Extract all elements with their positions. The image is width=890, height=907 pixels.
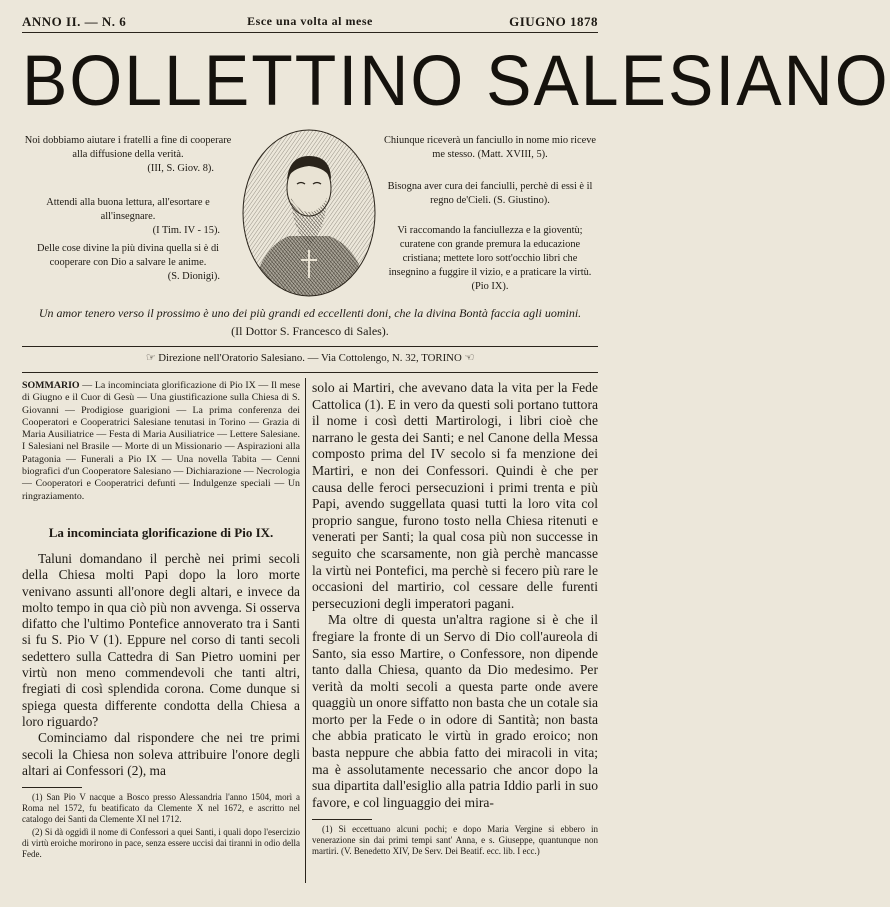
issue-date: GIUGNO 1878 xyxy=(509,14,598,29)
pope-portrait-engraving xyxy=(241,128,377,298)
footnote: (1) San Pio V nacque a Bosco presso Alessandria l'anno 1504, morì a Roma nel 1572, fu beatificato da Clemente X nel 1672, e ascritto nel catalogo dei Santi da Clemente XI nel 1712. xyxy=(22,792,300,825)
direction-line xyxy=(22,351,598,364)
direction-text: Direzione nell'Oratorio Salesiano. — Via Cottolengo, N. 32, TORINO xyxy=(158,352,462,364)
frequency-note: Esce una volta al mese xyxy=(247,14,373,28)
paragraph: solo ai Martiri, che avevano data la vita per la Fede Cattolica (1). E in vero da questi soli portano tuttora il nome i così detti Martirologi, i libri cioè che narrano le gesta dei Santi; e nel Canone della Messa composto prima del IV secolo si fa menzione dei Martiri, e non dei Confessori. Quindi è che per causa delle feroci persecuzioni i primi trenta e più Papi, avendo suggellata quasi tutti la loro vita col proprio sangue, furono tosto nella Chiesa ritenuti e venerati per Santi; la qual cosa più non successe in seguito che scarsamente, non già perchè mancasse la virtù nei Pontefici, ma perchè si fecero più rare le occasioni del martirio, col cessare delle furenti persecuzioni degli imperatori pagani. xyxy=(312,380,598,611)
motto-quote xyxy=(22,304,598,340)
footnote-rule xyxy=(312,819,372,820)
summary-label: SOMMARIO xyxy=(22,380,80,391)
left-column xyxy=(22,380,300,862)
motto-text: Un amor tenero verso il prossimo è uno dei più grandi ed eccellenti doni, che la divina Bontà faccia agli uomini. xyxy=(38,306,582,320)
summary-box xyxy=(22,380,300,503)
direction-rule-top xyxy=(22,346,598,347)
motto-signature: (Il Dottor S. Francesco di Sales). xyxy=(231,324,389,338)
article-body-left xyxy=(22,551,300,779)
quote-left-1-cite: (III, S. Giov. 8). xyxy=(147,163,214,174)
quote-left-3-cite: (S. Dionigi). xyxy=(167,271,220,282)
quote-right-1-cite: (Matt. XVIII, 5). xyxy=(477,149,548,160)
quote-right-3-cite: (Pio IX). xyxy=(471,281,509,292)
header-rule xyxy=(22,32,598,33)
footnotes-left xyxy=(22,792,300,860)
footnote: (1) Si eccettuano alcuni pochi; e dopo Maria Vergine si ebbero in venerazione sin dai primi tempi sant' Anna, e s. Giuseppe, quantunque non martiri. (V. Benedetto XIV, De Serv. Dei Beatif. ecc. lib. I ecc.) xyxy=(312,824,598,857)
direction-rule-bottom xyxy=(22,372,598,373)
article-title: La incominciata glorificazione di Pio IX. xyxy=(48,524,274,540)
article-body-right xyxy=(312,380,598,811)
year-issue: ANNO II. — N. 6 xyxy=(22,14,127,29)
column-divider xyxy=(305,378,306,883)
footnotes-right xyxy=(312,824,598,857)
quote-right-3: Vi raccomando la fanciullezza e la gioventù; curatene con grande premura la educazione cristiana; mettete loro sott'occhio libri che insegnino a fuggire il vizio, e a praticare la virtù. (Pio IX). xyxy=(388,225,592,292)
paragraph: Ma oltre di questa un'altra ragione si è che il fregiare la fronte di un Servo di Dio coll'aureola di Santo, sia esso Martire, o Confessore, non dipende tanto dalla Chiesa, quanto da Dio medesimo. Per verità da molti secoli a questa parte onde avere quaggiù un onore siffatto non basta che un cotale sia morto per la Fede o in odore di Santità; non basta che abbia praticato le virtù in grado eroico; non basta neppure che abbia fatto dei miracoli in vita; ma è assolutamente necessario che ancor dopo la sua dipartita dall'esiglio alla patria Iddio parli in suo favore, e col linguaggio dei mira- xyxy=(312,612,598,810)
quote-left-1: Noi dobbiamo aiutare i fratelli a fine di cooperare alla diffusione della verità. (III, S. Giov. 8). xyxy=(22,134,234,176)
quote-right-2-cite: (S. Giustino). xyxy=(493,195,550,206)
masthead-title: BOLLETTINO SALESIANO xyxy=(22,41,890,121)
hand-pointer-icon: ☞ xyxy=(145,352,156,364)
paragraph: Taluni domandano il perchè nei primi secoli della Chiesa molti Papi dopo la loro morte venivano assunti all'onore degli altari, e invece da molto tempo in qua ciò più non avvenga. Si osserva difatto che l'ultimo Pontefice annoverato tra i Santi si fu S. Pio V (1). Eppure nel corso di tanti secoli sedettero sulla Cattedra di San Pietro uomini per virtù non meno commendevoli che tanti altri, fregiati di così splendida corona. Come dunque si spiega questa differente condotta della Chiesa a loro riguardo? xyxy=(22,550,300,729)
right-column xyxy=(312,380,598,859)
quote-left-2-cite: (I Tim. IV - 15). xyxy=(152,225,220,236)
summary-text: — La incominciata glorificazione di Pio IX — Il mese di Giugno e il Cuor di Gesù — Una giustificazione sulla Chiesa di S. Giovanni — Prodigiose guarigioni — La prima conferenza dei Cooperatori e Cooperatrici Salesiane tenutasi in Torino — Grazia di Maria Ausiliatrice — Festa di Maria Ausiliatrice — Lettere Salesiane. I Salesiani nel Brasile — Morte di un Missionario — Aspirazioni alla Patagonia — Funerali a Pio IX — Una novella Tabita — Cenni biografici d'un Cooperatore Salesiano — Dichiarazione — Necrologia — Cooperatori e Cooperatrici defunti — Indulgenze speciali — Un ringraziamento. xyxy=(22,380,300,502)
quote-right-1: Chiunque riceverà un fanciullo in nome mio riceve me stesso. (Matt. XVIII, 5). xyxy=(383,135,597,160)
quote-left-2: Attendi alla buona lettura, all'esortare e all'insegnare. (I Tim. IV - 15). xyxy=(22,196,234,238)
quote-left-3: Delle cose divine la più divina quella si è di cooperare con Dio a salvare le anime. (S. Dionigi). xyxy=(22,242,234,284)
footnote-rule xyxy=(22,787,82,788)
quote-right-2: Bisogna aver cura dei fanciulli, perchè di essi è il regno de'Cieli. (S. Giustino). xyxy=(387,181,593,206)
issue-header xyxy=(22,14,598,30)
footnote: (2) Si dà oggidì il nome di Confessori a quei Santi, i quali dopo l'esercizio di virtù eroiche morirono in pace, senza essere uccisi dai tiranni in odio della Fede. xyxy=(22,827,300,860)
hand-pointer-icon: ☜ xyxy=(464,352,475,364)
paragraph: Cominciamo dal rispondere che nei tre primi secoli la Chiesa non soleva attribuire l'onore degli altari ai Confessori (2), ma xyxy=(22,730,300,778)
